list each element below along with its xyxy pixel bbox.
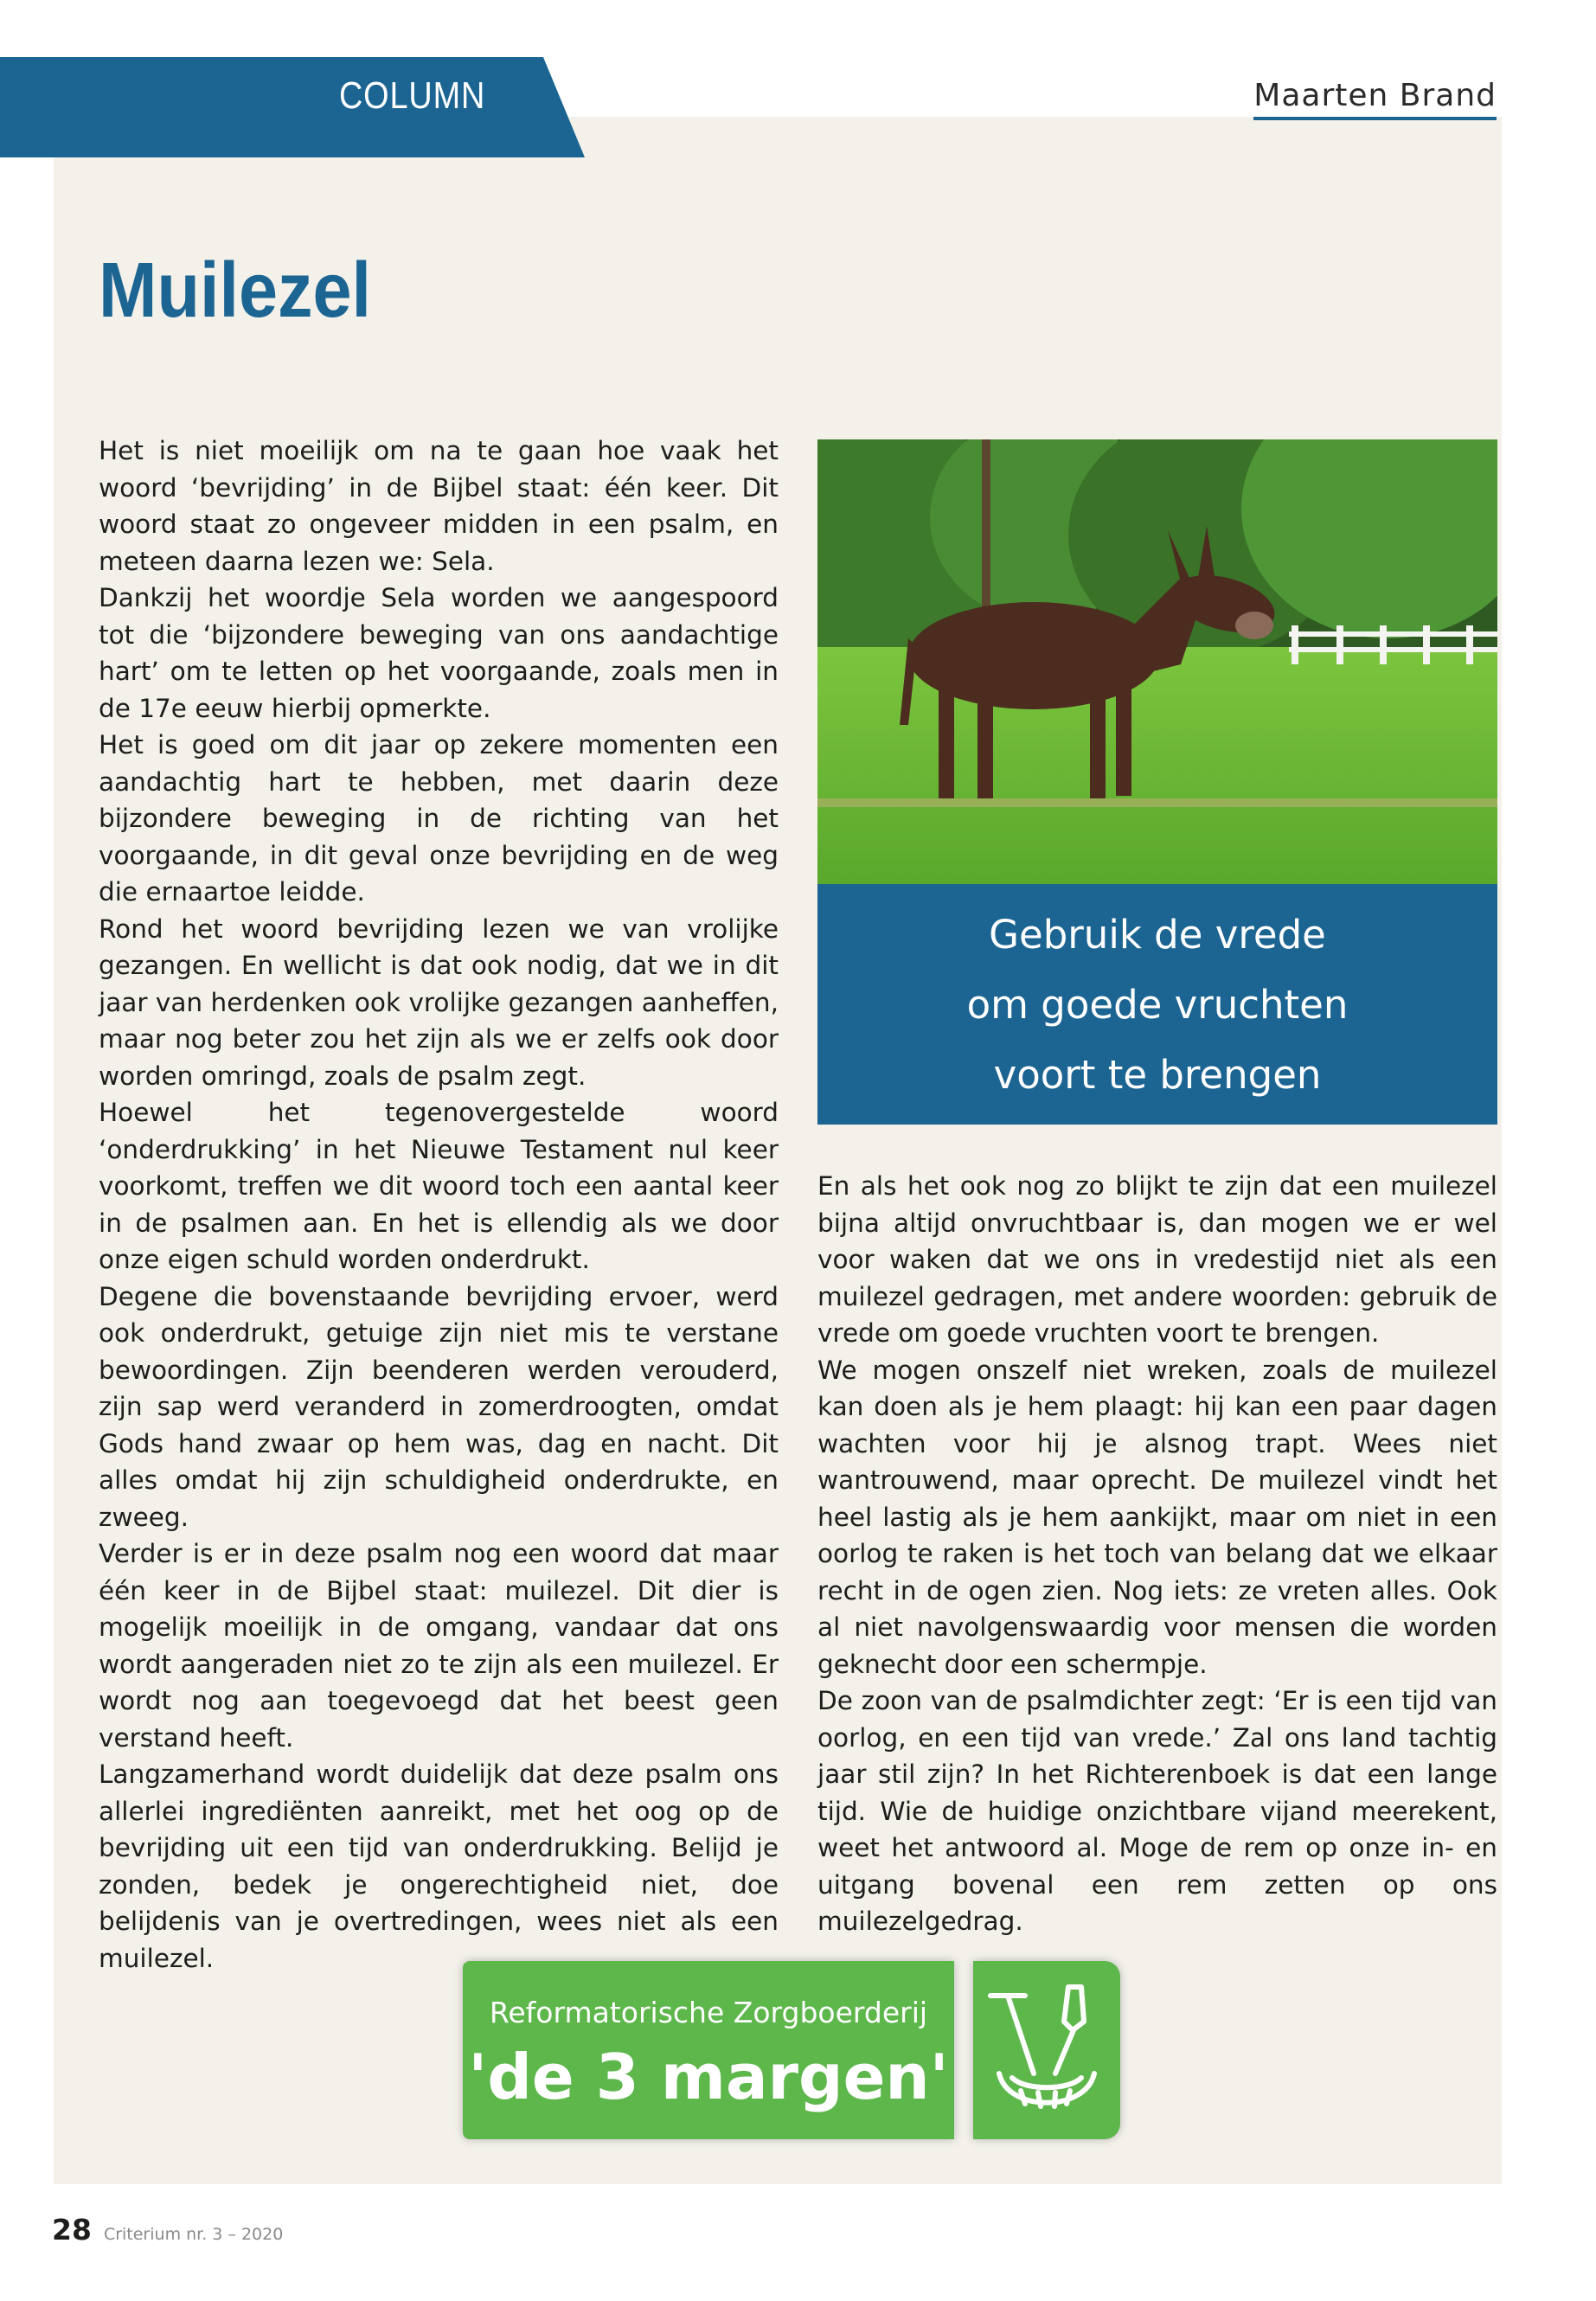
quote-line: Gebruik de vrede: [989, 911, 1326, 958]
banner-shape: [0, 57, 588, 157]
paragraph: De zoon van de psalmdichter zegt: ‘Er is een tijd van oorlog, en een tijd van vrede.’ Zal ons land tachtig jaar stil zijn? In het Richterenboek is dat een lange tijd. Wie de huidige onzichtbare vijand meerekent, weet het antwoord al. Moge de rem op onze in- en uitgang bovenal een rem zetten op ons muilezelgedrag.: [817, 1686, 1497, 1936]
article-title: Muilezel: [99, 247, 372, 334]
paragraph: Hoewel het tegenovergestelde woord ‘onderdrukking’ in het Nieuwe Testament nul keer voorkomt, treffen we dit woord toch een aantal keer in de psalmen aan. En het is ellendig als we door onze eigen schuld worden onderdrukt.: [99, 1098, 779, 1274]
paragraph: En als het ook nog zo blijkt te zijn dat een muilezel bijna altijd onvruchtbaar is, dan mogen we er wel voor waken dat we ons in vredestijd niet als een muilezel gedragen, met andere woorden: gebruik de vrede om goede vruchten voort te brengen.: [817, 1171, 1497, 1348]
author-name: Maarten Brand: [1253, 78, 1497, 120]
page-number: 28: [52, 2213, 92, 2247]
ad-text-panel: [463, 1961, 954, 2139]
ad-icon-panel: [973, 1961, 1120, 2139]
paragraph: Dankzij het woordje Sela worden we aangespoord tot die ‘bijzondere beweging van ons aandachtige hart’ om te letten op het voorgaande, zoals men in de 17e eeuw hierbij opmerkte.: [99, 583, 779, 723]
section-banner: [0, 57, 588, 157]
paragraph: Verder is er in deze psalm nog een woord dat maar één keer in de Bijbel staat: muilezel. Dit dier is mogelijk moeilijk in de omgang, vandaar dat ons wordt aangeraden niet zo te zijn als een muilezel. Er wordt nog aan toegevoegd dat het beest geen verstand heeft.: [99, 1539, 779, 1753]
paragraph: Het is goed om dit jaar op zekere momenten een aandachtig hart te hebben, met daarin deze bijzondere beweging in de richting van het voorgaande, in dit geval onze bevrijding en de weg die ernaartoe leidde.: [99, 730, 779, 907]
page-footer: [52, 2213, 283, 2247]
section-label: COLUMN: [339, 74, 486, 117]
ad-subtitle: Reformatorische Zorgboerderij: [489, 1996, 928, 2029]
zorgboerderij-ad[interactable]: [444, 1951, 1138, 2150]
right-column: [817, 1168, 1497, 1940]
paragraph: We mogen onszelf niet wreken, zoals de muilezel kan doen als je hem plaagt: hij kan een paar dagen wachten voor hij je alsnog trapt. Wees niet wantrouwend, maar oprecht. De muilezel vindt het heel lastig als je hem aankijkt, maar om niet in een oorlog te raken is het toch van belang dat we elkaar recht in de ogen zien. Nog iets: ze vreten alles. Ook al niet navolgenswaardig voor mensen die worden geknecht door een schermpje.: [817, 1355, 1497, 1679]
paragraph: Het is niet moeilijk om na te gaan hoe vaak het woord ‘bevrijding’ in de Bijbel staat: één keer. Dit woord staat zo ongeveer midden in een psalm, en meteen daarna lezen we: Sela.: [99, 436, 779, 576]
quote-line: om goede vruchten: [966, 981, 1349, 1028]
mule-illustration: [817, 439, 1497, 884]
mule-photo: [817, 439, 1497, 884]
publication-info: Criterium nr. 3 – 2020: [103, 2225, 284, 2244]
paragraph: Rond het woord bevrijding lezen we van vrolijke gezangen. En wellicht is dat ook nodig, dat we in dit jaar van herdenken ook vrolijke gezangen aanheffen, maar nog beter zou het zijn als we er zelfs ook door worden omringd, zoals de psalm zegt.: [99, 913, 779, 1091]
pull-quote: [817, 884, 1497, 1125]
hands-tools-icon: [973, 1961, 1120, 2139]
left-column: [99, 433, 779, 1977]
paragraph: Langzamerhand wordt duidelijk dat deze psalm ons allerlei ingrediënten aanreikt, met het oog op de bevrijding uit een tijd van onderdrukking. Belijd je zonden, bedek je ongerechtigheid niet, doe belijdenis van je overtredingen, wees niet als een muilezel.: [99, 1759, 779, 1973]
quote-line: voort te brengen: [993, 1051, 1322, 1098]
paragraph: Degene die bovenstaande bevrijding ervoer, werd ook onderdrukt, getuige zijn niet mis te verstane bewoordingen. Zijn beenderen werden verouderd, zijn sap werd veranderd in zomerdroogten, omdat Gods hand zwaar op hem was, dag en nacht. Dit alles omdat hij zijn schuldigheid onderdrukte, en zweeg.: [99, 1281, 779, 1532]
ad-name: 'de 3 margen': [468, 2041, 949, 2113]
